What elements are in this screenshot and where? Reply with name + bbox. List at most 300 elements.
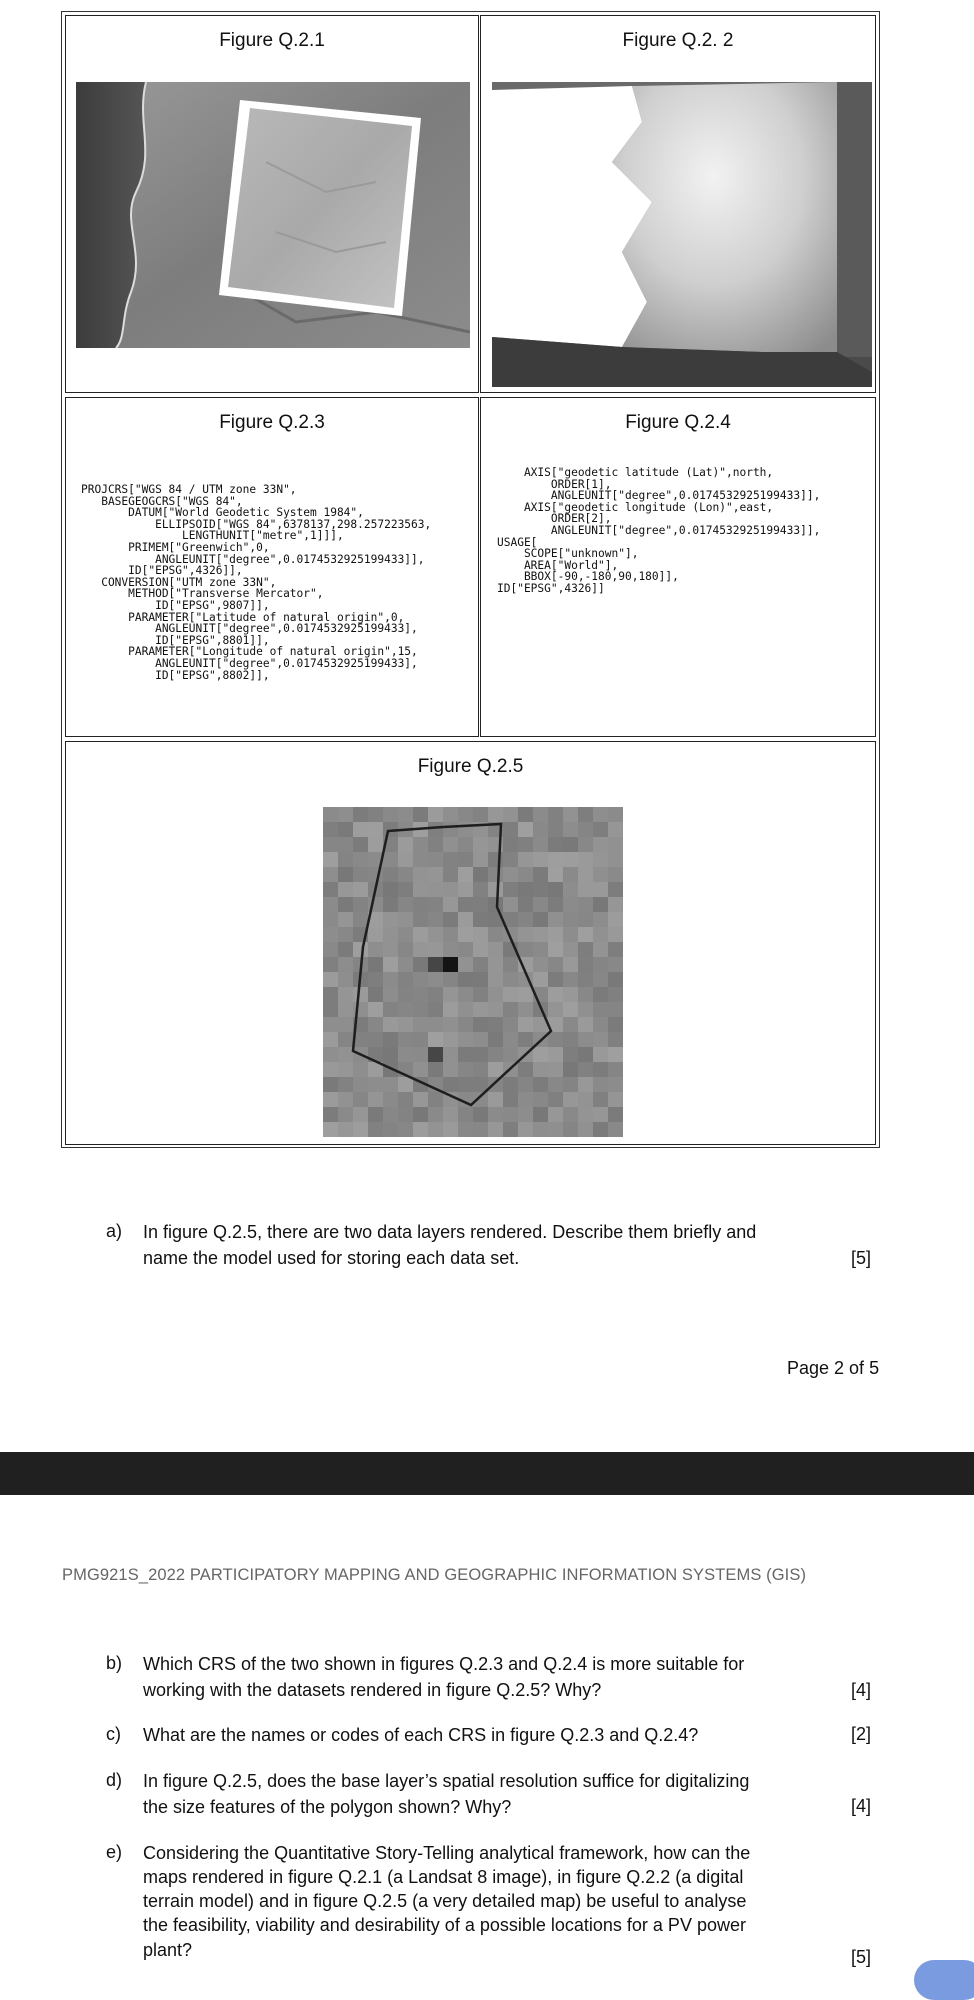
raster-cell <box>443 1017 459 1033</box>
raster-cell <box>548 1047 564 1063</box>
raster-cell <box>398 957 414 973</box>
raster-cell <box>578 972 594 988</box>
question-c-letter: c) <box>106 1724 121 1744</box>
raster-cell <box>518 822 534 838</box>
raster-cell <box>563 957 579 973</box>
raster-cell <box>533 972 549 988</box>
raster-cell <box>383 1017 399 1033</box>
raster-cell <box>368 927 384 943</box>
raster-cell <box>398 912 414 928</box>
raster-cell <box>578 897 594 913</box>
raster-cell <box>413 807 429 823</box>
raster-cell <box>593 897 609 913</box>
raster-cell <box>488 852 504 868</box>
raster-cell <box>593 957 609 973</box>
raster-cell <box>323 972 339 988</box>
raster-cell <box>323 957 339 973</box>
raster-cell <box>608 897 623 913</box>
raster-cell <box>593 912 609 928</box>
raster-cell <box>608 972 623 988</box>
figure-q23-cell <box>65 397 479 737</box>
raster-cell <box>593 1017 609 1033</box>
raster-cell <box>473 1017 489 1033</box>
raster-cell <box>593 837 609 853</box>
raster-cell <box>368 972 384 988</box>
raster-cell <box>578 987 594 1003</box>
raster-cell <box>443 1122 459 1137</box>
raster-cell <box>488 1107 504 1123</box>
raster-cell <box>338 1122 354 1137</box>
raster-cell <box>443 987 459 1003</box>
raster-cell <box>533 942 549 958</box>
raster-cell <box>503 1092 519 1108</box>
raster-cell <box>413 837 429 853</box>
raster-cell <box>323 1122 339 1137</box>
raster-cell <box>383 972 399 988</box>
raster-cell <box>473 942 489 958</box>
raster-cell <box>383 867 399 883</box>
raster-cell <box>533 822 549 838</box>
question-d-letter: d) <box>106 1770 123 1790</box>
raster-cell <box>338 1032 354 1048</box>
raster-cell <box>608 1077 623 1093</box>
raster-cell <box>563 1077 579 1093</box>
raster-cell <box>323 1032 339 1048</box>
raster-cell <box>563 1047 579 1063</box>
raster-cell <box>428 927 444 943</box>
floating-action-button[interactable] <box>914 1960 974 2000</box>
raster-cell <box>578 882 594 898</box>
raster-cell <box>353 1077 369 1093</box>
raster-cell <box>608 852 623 868</box>
raster-cell <box>353 837 369 853</box>
raster-cell <box>563 897 579 913</box>
raster-cell <box>488 897 504 913</box>
raster-cell <box>533 852 549 868</box>
raster-cell <box>458 942 474 958</box>
raster-cell <box>323 927 339 943</box>
raster-cell <box>443 822 459 838</box>
raster-cell <box>488 972 504 988</box>
raster-cell <box>548 1032 564 1048</box>
raster-cell <box>323 867 339 883</box>
raster-cell <box>488 1077 504 1093</box>
raster-cell <box>323 1017 339 1033</box>
figure-q25-title: Figure Q.2.5 <box>417 756 524 777</box>
raster-cell <box>578 1017 594 1033</box>
raster-cell <box>398 1047 414 1063</box>
raster-cell <box>443 1062 459 1078</box>
raster-cell <box>503 1122 519 1137</box>
raster-cell <box>398 1017 414 1033</box>
raster-cell <box>473 1002 489 1018</box>
raster-cell <box>458 927 474 943</box>
raster-cell <box>548 897 564 913</box>
raster-cell <box>533 1047 549 1063</box>
raster-cell <box>398 882 414 898</box>
raster-cell <box>578 1002 594 1018</box>
raster-cell <box>443 912 459 928</box>
raster-cell <box>488 927 504 943</box>
raster-cell <box>413 1122 429 1137</box>
raster-cell <box>323 837 339 853</box>
raster-cell <box>383 1002 399 1018</box>
raster-cell <box>353 942 369 958</box>
raster-cell <box>608 987 623 1003</box>
raster-cell <box>548 942 564 958</box>
raster-cell <box>473 867 489 883</box>
raster-cell <box>503 852 519 868</box>
raster-cell <box>428 867 444 883</box>
raster-cell <box>443 927 459 943</box>
raster-cell <box>458 1047 474 1063</box>
raster-cell <box>578 867 594 883</box>
raster-cell <box>488 1047 504 1063</box>
raster-cell <box>398 1092 414 1108</box>
raster-cell <box>368 807 384 823</box>
raster-cell <box>563 807 579 823</box>
raster-cell <box>458 882 474 898</box>
raster-cell <box>518 912 534 928</box>
raster-cell <box>533 897 549 913</box>
raster-cell <box>518 1107 534 1123</box>
raster-cell <box>428 822 444 838</box>
raster-cell <box>488 987 504 1003</box>
raster-cell <box>338 852 354 868</box>
raster-cell <box>548 957 564 973</box>
figure-q24-title: Figure Q.2.4 <box>625 412 731 433</box>
raster-cell <box>488 867 504 883</box>
raster-cell <box>518 927 534 943</box>
raster-cell <box>413 1002 429 1018</box>
raster-cell <box>548 882 564 898</box>
raster-cell <box>608 807 623 823</box>
raster-cell <box>533 867 549 883</box>
raster-cell <box>488 807 504 823</box>
raster-cell <box>383 942 399 958</box>
raster-cell <box>473 987 489 1003</box>
raster-cell <box>428 987 444 1003</box>
raster-cell <box>473 972 489 988</box>
raster-cell <box>563 1017 579 1033</box>
raster-cell <box>548 807 564 823</box>
raster-cell <box>548 927 564 943</box>
raster-cell <box>593 882 609 898</box>
raster-cell <box>503 822 519 838</box>
raster-cell <box>563 1002 579 1018</box>
raster-cell <box>533 1107 549 1123</box>
figure-q21-cell <box>65 15 479 393</box>
raster-cell <box>443 1047 459 1063</box>
raster-cell <box>473 1122 489 1137</box>
raster-cell <box>503 1077 519 1093</box>
figure-q23-crs-wkt: PROJCRS["WGS 84 / UTM zone 33N", BASEGEOGCRS["WGS 84", DATUM["World Geodetic System 1984", ELLIPSOID["WGS 84",6378137,298.257223563, LENGTHUNIT["metre",1]]], PRIMEM["Greenwich",0, ANGLEUNIT["degree",0.0174532925199433]], ID["EPSG",4326]], CONVERSION["UTM zone 33N", METHOD["Transverse Mercator", ID["EPSG",9807]], PARAMETER["Latitude of natural origin",0, ANGLEUNIT["degree",0.0174532925199433], ID["EPSG",8801]], PARAMETER["Longitude of natural origin",15, ANGLEUNIT["degree",0.0174532925199433], ID["EPSG",8802]], <box>81 483 432 682</box>
raster-cell <box>578 822 594 838</box>
question-e-marks: [5] <box>851 1947 872 1967</box>
raster-cell <box>533 912 549 928</box>
raster-cell <box>338 822 354 838</box>
raster-cell <box>563 867 579 883</box>
raster-cell <box>458 972 474 988</box>
raster-cell <box>458 912 474 928</box>
raster-cell <box>503 897 519 913</box>
running-head: PMG921S_2022 PARTICIPATORY MAPPING AND GEOGRAPHIC INFORMATION SYSTEMS (GIS) <box>62 1566 807 1584</box>
raster-cell <box>413 912 429 928</box>
question-e-letter: e) <box>106 1842 123 1862</box>
raster-cell <box>338 1077 354 1093</box>
raster-cell <box>533 927 549 943</box>
raster-cell <box>443 852 459 868</box>
raster-cell <box>503 882 519 898</box>
figure-q22-cell <box>480 15 876 393</box>
raster-cell <box>338 1062 354 1078</box>
raster-cell <box>593 927 609 943</box>
raster-cell <box>428 1032 444 1048</box>
raster-cell <box>593 1092 609 1108</box>
raster-cell <box>533 957 549 973</box>
raster-cell <box>458 1107 474 1123</box>
raster-cell <box>428 837 444 853</box>
raster-cell <box>458 1122 474 1137</box>
figure-q21-landsat-image <box>76 82 470 348</box>
raster-cell <box>443 882 459 898</box>
raster-cell <box>413 942 429 958</box>
raster-cell <box>608 882 623 898</box>
raster-cell <box>443 1032 459 1048</box>
raster-cell <box>608 927 623 943</box>
raster-cell <box>518 1092 534 1108</box>
raster-cell <box>473 882 489 898</box>
raster-cell <box>398 1107 414 1123</box>
raster-cell <box>413 882 429 898</box>
raster-cell <box>503 867 519 883</box>
raster-cell <box>413 1092 429 1108</box>
raster-cell <box>368 1092 384 1108</box>
raster-cell <box>323 1047 339 1063</box>
raster-cell <box>323 1062 339 1078</box>
raster-cell <box>578 1062 594 1078</box>
raster-cell <box>593 1122 609 1137</box>
raster-cell <box>593 822 609 838</box>
raster-cell <box>368 987 384 1003</box>
raster-cell <box>338 867 354 883</box>
raster-cell <box>548 1122 564 1137</box>
raster-base-layer <box>323 807 623 1137</box>
raster-cell <box>338 942 354 958</box>
raster-cell <box>503 807 519 823</box>
raster-cell <box>383 807 399 823</box>
raster-cell <box>548 1002 564 1018</box>
raster-cell <box>593 1107 609 1123</box>
page-footer: Page 2 of 5 <box>787 1358 880 1378</box>
raster-cell <box>443 1077 459 1093</box>
raster-cell <box>428 1062 444 1078</box>
raster-cell <box>488 1062 504 1078</box>
raster-cell <box>398 1032 414 1048</box>
raster-cell <box>383 1032 399 1048</box>
raster-cell <box>593 867 609 883</box>
raster-cell <box>458 1017 474 1033</box>
raster-cell <box>473 897 489 913</box>
raster-cell <box>488 1122 504 1137</box>
raster-cell <box>413 852 429 868</box>
question-b-letter: b) <box>106 1653 123 1673</box>
raster-cell <box>383 1047 399 1063</box>
raster-cell <box>338 1092 354 1108</box>
raster-cell <box>368 942 384 958</box>
raster-cell <box>578 852 594 868</box>
figure-q25-raster-polygon-map <box>323 807 623 1137</box>
question-b-line1: Which CRS of the two shown in figures Q.2.3 and Q.2.4 is more suitable for <box>143 1654 745 1674</box>
raster-cell <box>323 1107 339 1123</box>
raster-cell <box>443 867 459 883</box>
raster-cell <box>563 1107 579 1123</box>
raster-cell <box>353 807 369 823</box>
raster-cell <box>473 912 489 928</box>
raster-cell <box>608 1002 623 1018</box>
raster-cell <box>578 1122 594 1137</box>
raster-cell <box>563 972 579 988</box>
raster-cell <box>548 837 564 853</box>
raster-cell <box>563 837 579 853</box>
raster-cell <box>368 957 384 973</box>
raster-cell <box>563 822 579 838</box>
raster-cell <box>413 897 429 913</box>
raster-cell <box>338 987 354 1003</box>
raster-cell <box>488 1002 504 1018</box>
raster-cell <box>458 807 474 823</box>
raster-cell <box>368 837 384 853</box>
raster-cell <box>518 942 534 958</box>
raster-cell <box>503 1017 519 1033</box>
raster-cell <box>503 987 519 1003</box>
raster-cell <box>608 1092 623 1108</box>
raster-cell <box>473 1107 489 1123</box>
raster-cell <box>383 897 399 913</box>
raster-cell <box>398 927 414 943</box>
raster-cell <box>323 1092 339 1108</box>
raster-cell <box>518 882 534 898</box>
raster-cell <box>458 867 474 883</box>
raster-cell <box>608 1017 623 1033</box>
raster-cell <box>338 807 354 823</box>
raster-cell <box>518 1122 534 1137</box>
raster-cell <box>578 807 594 823</box>
raster-cell <box>338 972 354 988</box>
question-d-line1: In figure Q.2.5, does the base layer’s spatial resolution suffice for digitalizing <box>143 1771 750 1791</box>
raster-cell <box>383 1122 399 1137</box>
raster-cell <box>368 1002 384 1018</box>
figure-q21-title: Figure Q.2.1 <box>219 30 325 51</box>
raster-cell <box>458 1032 474 1048</box>
raster-cell <box>323 1077 339 1093</box>
question-e-line4: the feasibility, viability and desirability of a possible locations for a PV power <box>143 1915 746 1935</box>
raster-cell <box>518 1077 534 1093</box>
raster-cell <box>593 807 609 823</box>
raster-cell <box>368 1017 384 1033</box>
raster-cell <box>518 1017 534 1033</box>
raster-cell <box>488 882 504 898</box>
raster-cell <box>443 957 459 973</box>
raster-cell <box>428 897 444 913</box>
raster-cell <box>413 972 429 988</box>
raster-cell <box>473 1062 489 1078</box>
raster-cell <box>518 837 534 853</box>
raster-cell <box>578 1107 594 1123</box>
raster-cell <box>428 1047 444 1063</box>
raster-cell <box>383 912 399 928</box>
raster-cell <box>323 1002 339 1018</box>
raster-cell <box>443 897 459 913</box>
raster-cell <box>503 837 519 853</box>
raster-cell <box>578 927 594 943</box>
raster-cell <box>383 852 399 868</box>
raster-cell <box>413 1062 429 1078</box>
raster-cell <box>518 897 534 913</box>
raster-cell <box>338 1017 354 1033</box>
raster-cell <box>518 1062 534 1078</box>
raster-cell <box>533 837 549 853</box>
raster-cell <box>368 1077 384 1093</box>
raster-cell <box>323 807 339 823</box>
raster-cell <box>608 957 623 973</box>
question-d-marks: [4] <box>851 1796 872 1816</box>
raster-cell <box>608 867 623 883</box>
raster-cell <box>368 1032 384 1048</box>
raster-cell <box>578 912 594 928</box>
raster-cell <box>563 852 579 868</box>
page-break-band <box>0 1452 974 1495</box>
raster-cell <box>413 1047 429 1063</box>
raster-cell <box>323 822 339 838</box>
raster-cell <box>323 942 339 958</box>
raster-cell <box>443 942 459 958</box>
raster-cell <box>458 1077 474 1093</box>
question-c-marks: [2] <box>851 1724 872 1744</box>
raster-cell <box>443 972 459 988</box>
raster-cell <box>323 912 339 928</box>
question-e-line3: terrain model) and in figure Q.2.5 (a very detailed map) be useful to analyse <box>143 1891 747 1911</box>
question-e-line2: maps rendered in figure Q.2.1 (a Landsat 8 image), in figure Q.2.2 (a digital <box>143 1867 744 1887</box>
raster-cell <box>338 957 354 973</box>
raster-cell <box>563 942 579 958</box>
raster-cell <box>338 1107 354 1123</box>
raster-cell <box>608 942 623 958</box>
raster-cell <box>353 1122 369 1137</box>
raster-cell <box>398 1077 414 1093</box>
raster-cell <box>323 852 339 868</box>
raster-cell <box>458 852 474 868</box>
raster-cell <box>518 987 534 1003</box>
raster-cell <box>578 942 594 958</box>
raster-cell <box>368 1122 384 1137</box>
raster-cell <box>518 1002 534 1018</box>
raster-cell <box>458 837 474 853</box>
figure-q23-title: Figure Q.2.3 <box>219 412 325 433</box>
raster-cell <box>563 912 579 928</box>
raster-cell <box>488 957 504 973</box>
raster-cell <box>548 1062 564 1078</box>
raster-cell <box>323 987 339 1003</box>
raster-cell <box>353 852 369 868</box>
raster-cell <box>503 957 519 973</box>
raster-cell <box>608 1062 623 1078</box>
raster-cell <box>398 1122 414 1137</box>
question-d-line2: the size features of the polygon shown? Why? <box>143 1797 512 1817</box>
raster-cell <box>383 1092 399 1108</box>
raster-cell <box>608 1032 623 1048</box>
raster-cell <box>473 837 489 853</box>
